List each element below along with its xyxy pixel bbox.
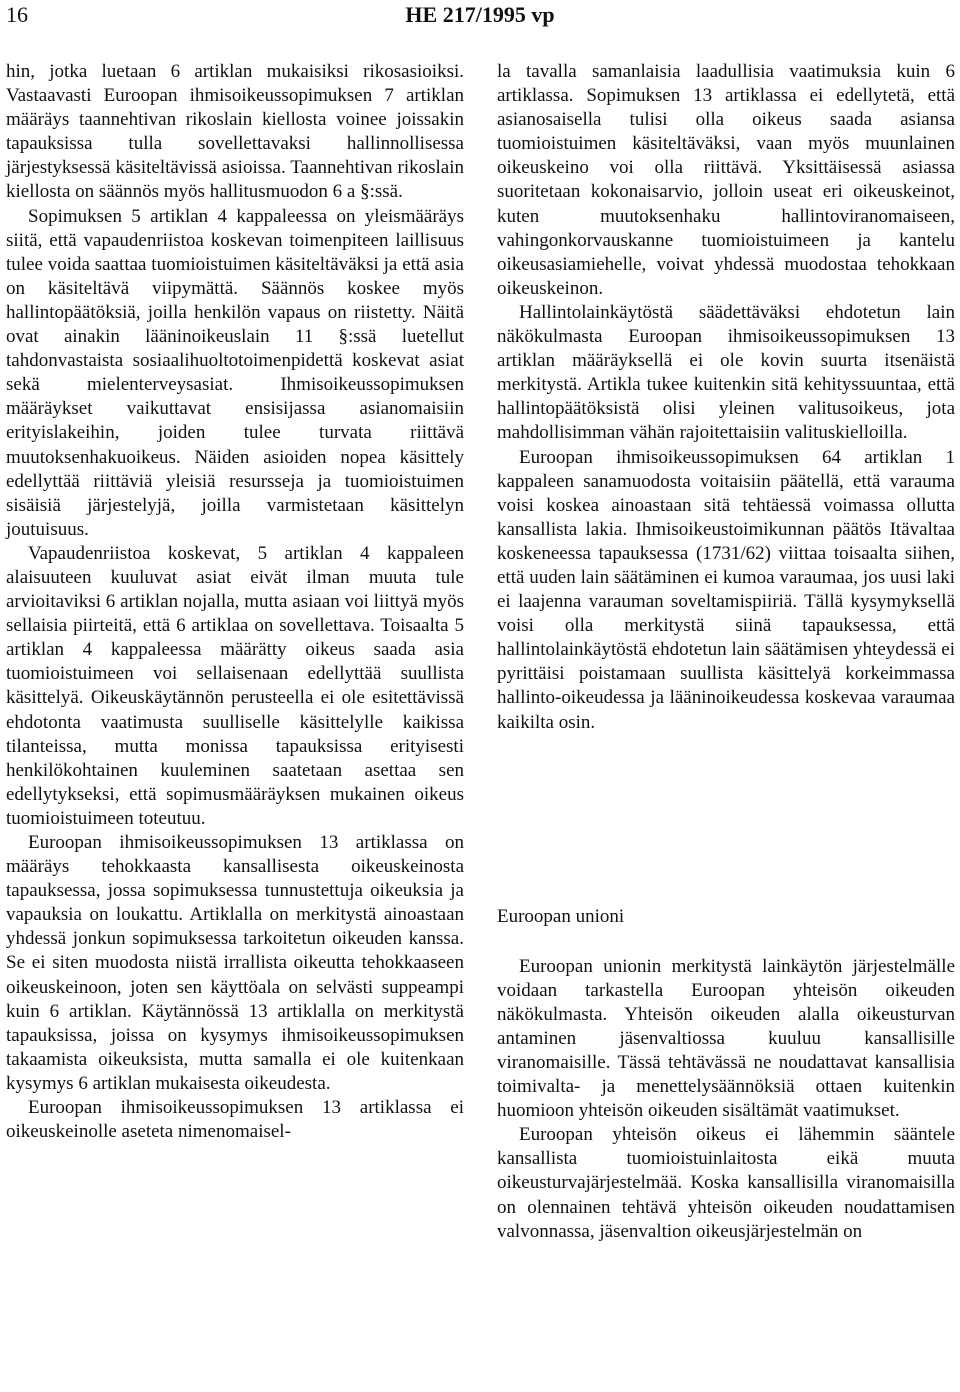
section-heading: Euroopan unioni	[497, 905, 625, 927]
heading-spacer	[497, 929, 955, 955]
page-header	[0, 0, 960, 36]
left-column	[6, 60, 464, 1144]
paragraph: Euroopan ihmisoikeussopimuksen 13 artiklassa ei oikeuskeinolle aseteta nimenomaisel-	[6, 1097, 464, 1143]
right-column	[497, 60, 955, 1244]
paragraph: Vapaudenriistoa koskevat, 5 artiklan 4 kappaleen alaisuuteen kuuluvat asiat eivät ilman muuta tule arvioitaviksi 6 artiklan nojalla, mutta asiaan voi liittyä myös sellaisia piirteitä, että 6 artiklaa on sovellettava. Toisaalta 5 artiklan 4 kappaleessa määrätty oikeus saada asia tuomioistuimeen voi sellaisenaan edellyttää suullista käsittelyä. Oikeuskäytännön perusteella ei ole esitettävissä ehdotonta vaatimusta suulliselle käsittelylle kaikissa tilanteissa, mutta monissa tapauksissa erityisesti henkilökohtainen kuuleminen saatetaan asettaa sen edellytykseksi, että sopimusmääräyksen mukainen oikeus tuomioistuimeen toteutuu.	[6, 542, 464, 829]
paragraph: Hallintolainkäytöstä säädettäväksi ehdotetun lain näkökulmasta Euroopan ihmisoikeussopimuksen 13 artiklan määräyksellä ei ole kovin suurta itsenäistä merkitystä. Artikla tukee kuitenkin sitä kehityssuuntaa, että hallintopäätöksistä olisi yleinen valitusoikeus, jota mahdollisimman vähän rajoitettaisiin valituskielloilla.	[497, 301, 955, 444]
document-id: HE 217/1995 vp	[405, 2, 555, 27]
paragraph: Euroopan unionin merkitystä lainkäytön järjestelmälle voidaan tarkastella Euroopan yhteisön oikeuden näkökulmasta. Yhteisön oikeuden alalla oikeusturvan antaminen jäsenvaltiossa kuuluu kansallisille viranomaisille. Tässä tehtävässä ne noudattavat kansallisia toimivalta- ja menettelysäännöksiä ottaen kuitenkin huomioon yhteisön oikeuden sisältämät vaatimukset.	[497, 955, 955, 1122]
paragraph: Euroopan ihmisoikeussopimuksen 64 artiklan 1 kappaleen sanamuodosta voitaisiin päätellä, että varauma voisi koskea ainoastaan sitä tehtäessä voimassa ollutta kansallista lakia. Ihmisoikeustoimikunnan päätös Itävaltaa koskeneessa tapauksessa (1731/62) viittaa toisaalta siihen, että uuden lain säätäminen ei kumoa varaumaa, jos uusi laki ei laajenna varauman soveltamispiiriä. Tällä kysymyksellä voisi olla merkitystä siinä tapauksessa, että hallintolainkäytöstä ehdotetun lain säätämisen yhteydessä ei pyrittäisi poistamaan suullista käsittelyä korkeimmassa hallinto-oikeudessa ja lääninoikeudessa koskevaa varaumaa kaikilta osin.	[497, 446, 955, 733]
paragraph: Euroopan yhteisön oikeus ei lähemmin sääntele kansallista tuomioistuinlaitosta eikä muuta oikeusturvajärjestelmää. Koska kansallisilla viranomaisilla on olennainen tehtävä yhteisön oikeuden noudattamisen valvonnassa, jäsenvaltion oikeusjärjestelmän on	[497, 1124, 955, 1242]
paragraph: hin, jotka luetaan 6 artiklan mukaisiksi rikosasioiksi. Vastaavasti Euroopan ihmisoikeussopimuksen 7 artiklan määräys taannehtivan rikoslain kiellosta voinee joissakin tapauksissa tulla sovellettavaksi hallinnollisessa järjestyksessä käsiteltävissä asioissa. Taannehtivan rikoslain kiellosta on säännös myös hallitusmuodon 6 a §:ssä.	[6, 61, 464, 203]
section-spacer	[497, 735, 955, 905]
paragraph: la tavalla samanlaisia laadullisia vaatimuksia kuin 6 artiklassa. Sopimuksen 13 artiklassa ei edellytetä, että asianosaisella tulisi olla oikeus saada asiansa tuomioistuimen käsiteltäväksi, vaan myös muunlainen oikeuskeino voi olla riittävä. Yksittäisessä asiassa suoritetaan kokonaisarvio, jolloin useat eri oikeuskeinot, kuten muutoksenhaku hallintoviranomaiseen, vahingonkorvauskanne tuomioistuimeen ja kantelu oikeusasiamiehelle, voivat yhdessä muodostaa tehokkaan oikeuskeinon.	[497, 61, 955, 299]
paragraph: Sopimuksen 5 artiklan 4 kappaleessa on yleismääräys siitä, että vapaudenriistoa koskevan toimenpiteen laillisuus tulee voida saattaa tuomioistuimen käsiteltäväksi ja että asia on käsiteltävä viipymättä. Säännös koskee myös hallintopäätöksiä, joilla henkilön vapaus on riistetty. Näitä ovat ainakin lääninoikeuslain 11 §:ssä luetellut tahdonvastaista sosiaalihuoltotoimenpidettä koskevat asiat sekä mielenterveysasiat. Ihmisoikeussopimuksen määräykset vaikuttavat ensisijassa asianomaisiin erityislakeihin, joiden tulee turvata riittävä muutoksenhakuoikeus. Näiden asioiden nopea käsittely edellyttää riittäviä yleisiä resursseja ja tuomioistuimen sisäisiä järjestelyjä, joilla varmistetaan käsittelyn joutuisuus.	[6, 205, 464, 540]
paragraph: Euroopan ihmisoikeussopimuksen 13 artiklassa on määräys tehokkaasta kansallisesta oikeuskeinosta tapauksessa, jossa sopimuksessa tunnustettuja oikeuksia ja vapauksia on loukattu. Artiklalla on merkitystä ainoastaan yhdessä jonkun sopimuksessa tarkoitetun oikeuden kanssa. Se ei siten muodosta niistä irrallista oikeutta tehokkaaseen oikeuskeinoon, joten sen käyttöala on selvästi suppeampi kuin 6 artiklan. Käytännössä 13 artiklalla on merkitystä tapauksissa, joissa on kysymys ihmisoikeussopimuksen takaamista oikeuksista, mutta samalla ei ole kuitenkaan kysymys 6 artiklan mukaisesta oikeudesta.	[6, 832, 464, 1094]
page-number: 16	[6, 2, 28, 27]
